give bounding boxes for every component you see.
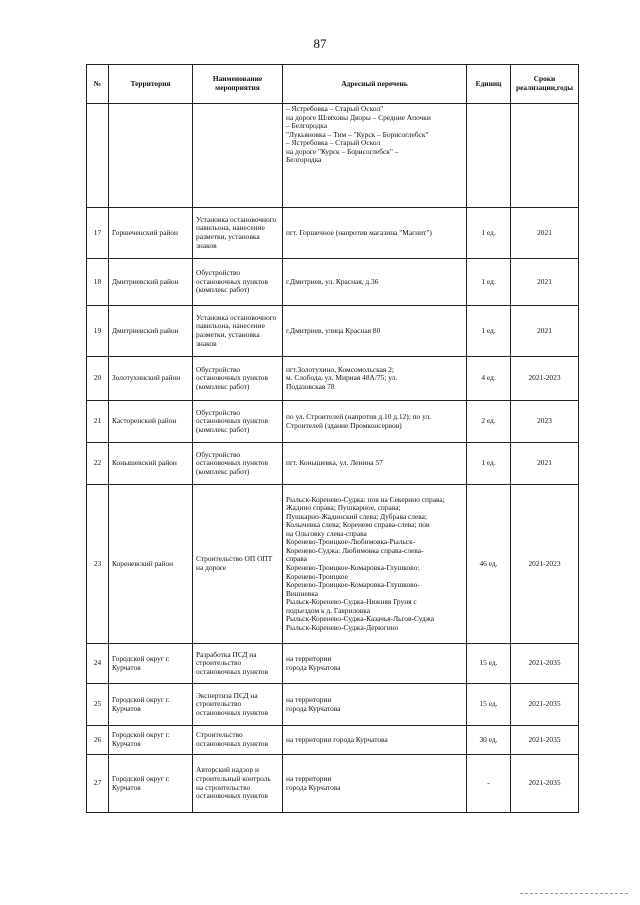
- cell-address: пгт.Золотухино, Комсомольская 2; м. Слобода, ул. Мирная 48А/75; ул. Подазовская 78: [283, 357, 467, 401]
- header-period: Сроки реализации,годы: [511, 65, 579, 104]
- cell-units: 1 ед.: [467, 208, 511, 259]
- table-row: [87, 104, 579, 208]
- cell-num: 23: [87, 485, 109, 644]
- header-num: №: [87, 65, 109, 104]
- cell-units: 30 ед.: [467, 726, 511, 755]
- cell-territory: Конышевский район: [109, 443, 193, 485]
- cell-territory: Городской округ г. Курчатов: [109, 684, 193, 726]
- cell-period: 2021-2023: [511, 357, 579, 401]
- cell-period: 2021-2035: [511, 726, 579, 755]
- footer-divider: [520, 893, 628, 894]
- cell-event: Обустройство остановочных пунктов (комплекс работ): [193, 401, 283, 443]
- cell-event: Экспертиза ПСД на строительство остановочных пунктов: [193, 684, 283, 726]
- cell-units: 46 ед.: [467, 485, 511, 644]
- table-row: [87, 306, 579, 357]
- cell-num: 19: [87, 306, 109, 357]
- cell-address: на территории города Курчатова: [283, 684, 467, 726]
- cell-units: 1 ед.: [467, 306, 511, 357]
- table-row: [87, 684, 579, 726]
- header-units: Единиц: [467, 65, 511, 104]
- cell-units: 1 ед.: [467, 259, 511, 306]
- cell-units: -: [467, 755, 511, 813]
- cell-territory: Городской округ г. Курчатов: [109, 726, 193, 755]
- cell-address: на территории города Курчатова: [283, 726, 467, 755]
- cell-units: 15 ед.: [467, 684, 511, 726]
- cell-period: 2021: [511, 259, 579, 306]
- cell-territory: Дмитриевский район: [109, 306, 193, 357]
- table-row: [87, 357, 579, 401]
- cell-num: 24: [87, 644, 109, 684]
- table-row: [87, 644, 579, 684]
- cell-address: на территории города Курчатова: [283, 644, 467, 684]
- cell-period: 2021-2035: [511, 644, 579, 684]
- cell-event: Обустройство остановочных пунктов (комплекс работ): [193, 443, 283, 485]
- table-row: [87, 401, 579, 443]
- header-address: Адресный перечень: [283, 65, 467, 104]
- table-row: [87, 443, 579, 485]
- cell-period: 2023: [511, 401, 579, 443]
- table-row: [87, 755, 579, 813]
- table-row: [87, 259, 579, 306]
- cell-period: 2021: [511, 443, 579, 485]
- cell-address: пгт. Конышевка, ул. Ленина 57: [283, 443, 467, 485]
- cell-event: Разработка ПСД на строительство остановочных пунктов: [193, 644, 283, 684]
- cell-address: по ул. Строителей (напротив д.10 д.12); по ул. Строителей (здание Промконсервов): [283, 401, 467, 443]
- cell-period: 2021-2035: [511, 755, 579, 813]
- cell-units: 2 ед.: [467, 401, 511, 443]
- cell-territory: Городской округ г. Курчатов: [109, 644, 193, 684]
- table-row: [87, 208, 579, 259]
- header-territory: Территория: [109, 65, 193, 104]
- cell-num: 21: [87, 401, 109, 443]
- cell-event: Установка остановочного павильона, нанесение разметки, установка знаков: [193, 306, 283, 357]
- cell-num: 27: [87, 755, 109, 813]
- cell-territory: Дмитриевский район: [109, 259, 193, 306]
- cell-address: г.Дмитриев, улица Красная 80: [283, 306, 467, 357]
- cell-event: Обустройство остановочных пунктов (комплекс работ): [193, 357, 283, 401]
- cell-units: 15 ед.: [467, 644, 511, 684]
- cell-territory: [109, 104, 193, 208]
- cell-event: Строительство остановочных пунктов: [193, 726, 283, 755]
- cell-territory: Городской округ г. Курчатов: [109, 755, 193, 813]
- page-number: 87: [313, 36, 327, 51]
- cell-address: – Ястребовка – Старый Оскол" на дороге Шляховы Дворы – Средние Апочки – Белгородка "Лукьяновка – Тим – "Курск – Борисоглебск" – Ястребовка – Старый Оскол на дороге "Курск – Борисоглебск" – Белгородка: [283, 104, 467, 208]
- cell-num: 18: [87, 259, 109, 306]
- cell-territory: Кореневский район: [109, 485, 193, 644]
- cell-territory: Золотухинский район: [109, 357, 193, 401]
- cell-event: [193, 104, 283, 208]
- cell-num: 25: [87, 684, 109, 726]
- cell-event: Установка остановочного павильона, нанесение разметки, установка знаков: [193, 208, 283, 259]
- cell-territory: Горшеченский район: [109, 208, 193, 259]
- cell-event: Строительство ОП ОПТ на дороге: [193, 485, 283, 644]
- cell-period: [511, 104, 579, 208]
- cell-num: 22: [87, 443, 109, 485]
- cell-units: [467, 104, 511, 208]
- cell-period: 2021: [511, 306, 579, 357]
- cell-num: 17: [87, 208, 109, 259]
- cell-num: [87, 104, 109, 208]
- cell-num: 20: [87, 357, 109, 401]
- cell-period: 2021-2035: [511, 684, 579, 726]
- table-row: [87, 485, 579, 644]
- cell-num: 26: [87, 726, 109, 755]
- cell-event: Авторский надзор и строительный контроль на строительство остановочных пунктов: [193, 755, 283, 813]
- cell-address: пгт. Горшечное (напротив магазина "Магнит"): [283, 208, 467, 259]
- cell-period: 2021: [511, 208, 579, 259]
- table-row: [87, 726, 579, 755]
- table-header-row: [87, 65, 579, 104]
- cell-event: Обустройство остановочных пунктов (комплекс работ): [193, 259, 283, 306]
- cell-address: Рыльск-Коренево-Суджа: пов на Секерино справа; Жадино справа; Пушкарное, справа; Пушкарно-Жадинский слева; Дубрава слева; Колычевка слева; Коренево справа-слева; пов на Ольговку слева-справа Коренево-Троицкое-Любимовка-Рыльск- Коренево-Суджа: Любимовка справа-слева- справа Коренево-Троицкое-Комаровка-Глушково: Коренево-Троицкое Коренево-Троицкое-Комаровка-Глушково- Вишневка Рыльск-Коренево-Суджа-Нижняя Груня с подъездом к д. Гавриловка Рыльск-Коренево-Суджа-Казачья-Льгов-Суджа Рыльск-Коренево-Суджа-Дерюгино: [283, 485, 467, 644]
- cell-address: на территории города Курчатова: [283, 755, 467, 813]
- header-event: Наименование мероприятия: [193, 65, 283, 104]
- cell-units: 4 ед.: [467, 357, 511, 401]
- cell-address: г.Дмитриев, ул. Красная, д.36: [283, 259, 467, 306]
- address-list-table: [86, 64, 579, 813]
- cell-period: 2021-2023: [511, 485, 579, 644]
- cell-units: 1 ед.: [467, 443, 511, 485]
- cell-territory: Касторенский район: [109, 401, 193, 443]
